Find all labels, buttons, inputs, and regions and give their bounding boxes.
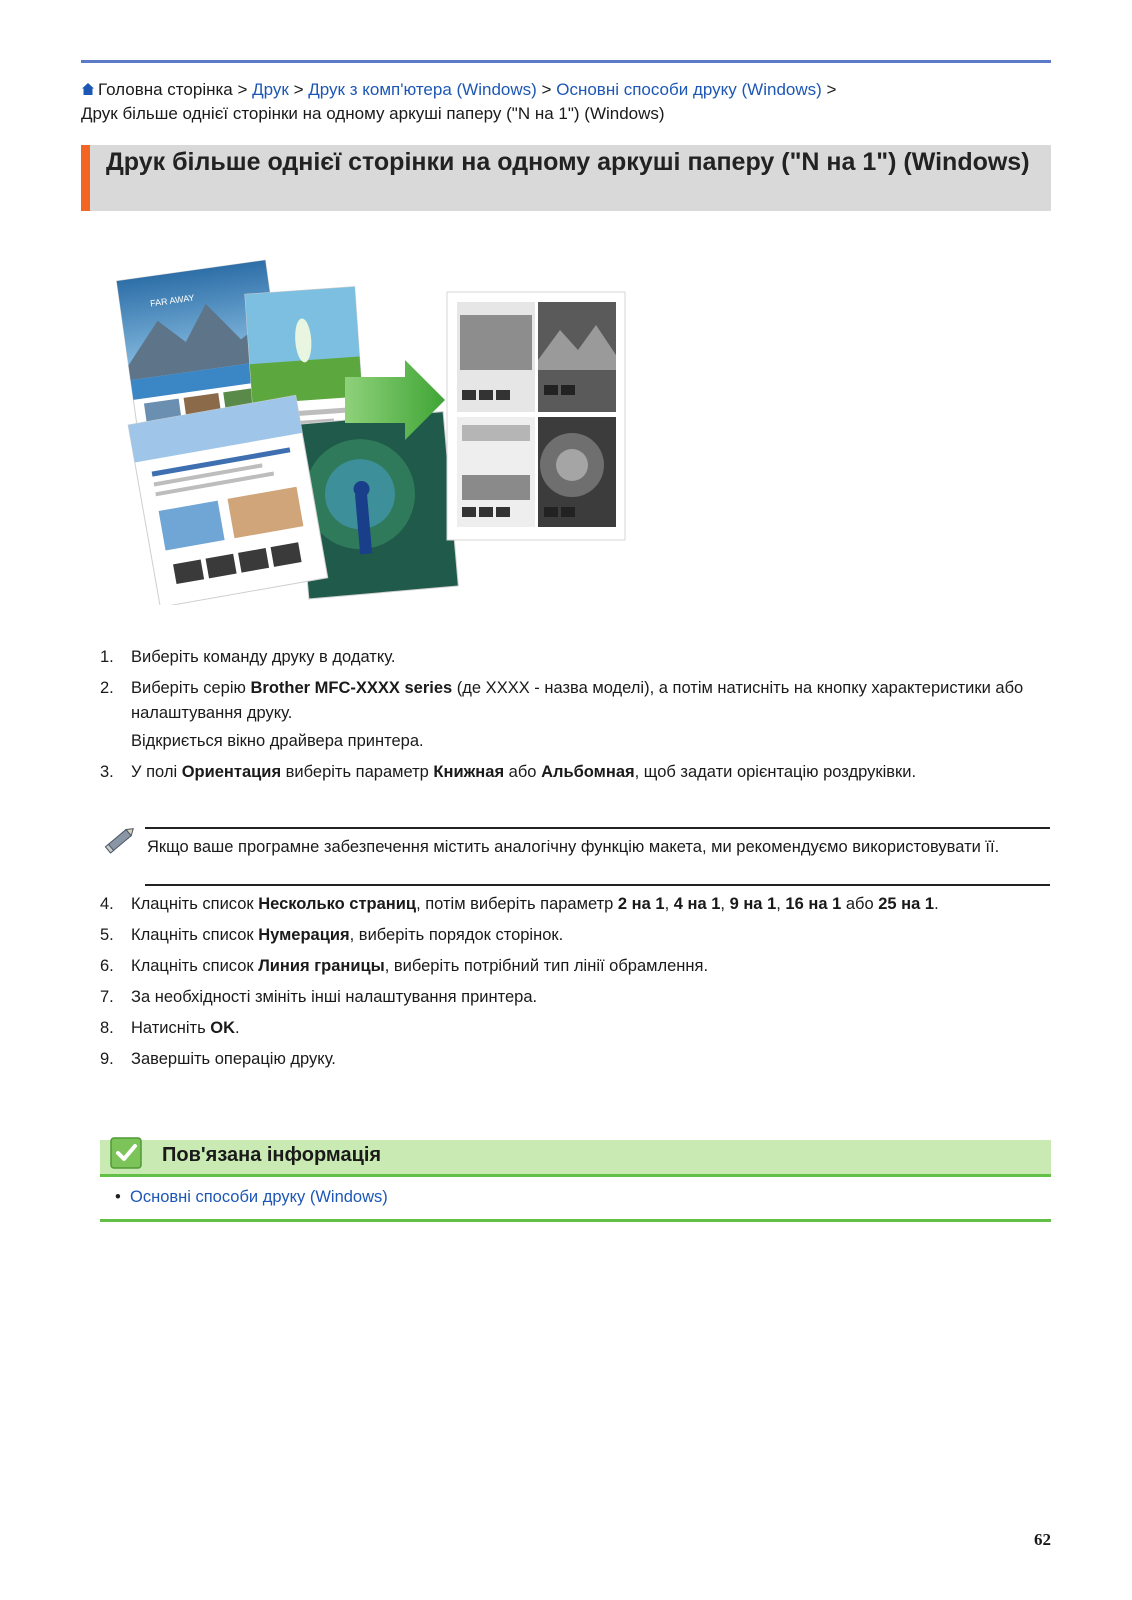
orientation-label: Ориентация <box>181 763 282 781</box>
step-text: , <box>776 895 786 913</box>
source-page-brochure <box>128 396 328 605</box>
step-text: За необхідності змініть інші налаштування принтера. <box>131 988 538 1006</box>
list-item <box>130 1185 1051 1209</box>
note-text: Якщо ваше програмне забезпечення містить аналогічну функцію макета, ми рекомендуємо використовувати її. <box>147 838 1000 856</box>
breadcrumb-link-print[interactable]: Друк <box>252 80 289 99</box>
output-sheet-4-in-1 <box>447 292 625 540</box>
option-9-in-1: 9 на 1 <box>729 895 777 913</box>
step-number: 4. <box>100 895 114 913</box>
breadcrumb-separator: > <box>826 80 837 99</box>
breadcrumb-link-print-from-computer[interactable]: Друк з комп'ютера (Windows) <box>308 80 537 99</box>
step-text: , потім виберіть параметр <box>416 895 618 913</box>
step-sub-text: Відкриється вікно драйвера принтера. <box>131 732 424 750</box>
step-text: виберіть параметр <box>281 763 434 781</box>
related-links-list <box>100 1185 1051 1209</box>
n-in-1-illustration <box>100 245 660 605</box>
step-7 <box>100 986 1050 1008</box>
step-text: , виберіть порядок сторінок. <box>349 926 564 944</box>
option-4-in-1: 4 на 1 <box>673 895 721 913</box>
step-number: 8. <box>100 1019 114 1037</box>
breadcrumb-separator: > <box>541 80 552 99</box>
top-rule <box>81 60 1051 63</box>
steps-list-continued <box>100 893 1050 1079</box>
breadcrumb-home[interactable]: Головна сторінка <box>98 80 233 99</box>
related-link-basic-printing[interactable]: Основні способи друку (Windows) <box>130 1188 388 1206</box>
step-text: або <box>841 895 879 913</box>
step-number: 2. <box>100 679 114 697</box>
step-text: Виберіть команду друку в додатку. <box>131 648 396 666</box>
page-title-box <box>81 145 1051 211</box>
step-text: Виберіть серію <box>131 679 251 697</box>
step-text: або <box>504 763 542 781</box>
step-text: У полі <box>131 763 182 781</box>
step-text: Завершіть операцію друку. <box>131 1050 336 1068</box>
step-8 <box>100 1017 1050 1039</box>
step-number: 5. <box>100 926 114 944</box>
step-text: , <box>720 895 730 913</box>
step-number: 6. <box>100 957 114 975</box>
step-text: (де XXXX - назва моделі), а потім натисніть на кнопку характеристики або налаштування друку. <box>131 679 1024 722</box>
breadcrumb-current: Друк більше однієї сторінки на одному аркуші паперу ("N на 1") (Windows) <box>81 104 665 123</box>
checkmark-icon <box>110 1137 142 1169</box>
step-text: , щоб задати орієнтацію роздруківки. <box>634 763 917 781</box>
page-title: Друк більше однієї сторінки на одному аркуші паперу ("N на 1") (Windows) <box>106 148 1030 176</box>
step-5 <box>100 924 1050 946</box>
step-text: Натисніть <box>131 1019 211 1037</box>
step-2 <box>100 676 1050 754</box>
step-text: . <box>235 1019 240 1037</box>
page-number: 62 <box>1034 1530 1051 1549</box>
note-top-rule <box>145 827 1050 829</box>
breadcrumb-separator: > <box>237 80 248 99</box>
page-order-label: Нумерация <box>258 926 350 944</box>
step-3 <box>100 760 1050 785</box>
step-4 <box>100 893 1050 915</box>
note-box <box>100 820 1050 886</box>
step-number: 9. <box>100 1050 114 1068</box>
option-2-in-1: 2 на 1 <box>617 895 665 913</box>
poster-heading: FAR AWAY <box>149 292 196 309</box>
option-16-in-1: 16 на 1 <box>785 895 842 913</box>
home-icon[interactable] <box>81 82 95 96</box>
steps-list <box>100 645 1050 791</box>
step-text: Клацніть список <box>131 895 259 913</box>
model-series-label: Brother MFC-XXXX series <box>250 679 453 697</box>
step-6 <box>100 955 1050 977</box>
related-info-section <box>100 1140 1051 1222</box>
pencil-icon <box>104 822 138 856</box>
border-line-label: Линия границы <box>258 957 385 975</box>
related-info-header <box>100 1140 1051 1177</box>
step-text: , виберіть потрібний тип лінії обрамлення. <box>384 957 709 975</box>
step-text: Клацніть список <box>131 926 259 944</box>
breadcrumb <box>81 78 1051 126</box>
step-text: , <box>664 895 674 913</box>
step-number: 1. <box>100 648 114 666</box>
ok-label: OK <box>210 1019 236 1037</box>
portrait-option: Книжная <box>433 763 505 781</box>
related-info-heading: Пов'язана інформація <box>162 1144 382 1166</box>
multiple-pages-label: Несколько страниц <box>258 895 417 913</box>
step-number: 7. <box>100 988 114 1006</box>
step-number: 3. <box>100 763 114 781</box>
breadcrumb-link-basic-printing[interactable]: Основні способи друку (Windows) <box>556 80 822 99</box>
note-bottom-rule <box>145 884 1050 886</box>
step-9 <box>100 1048 1050 1070</box>
step-text: Клацніть список <box>131 957 259 975</box>
step-text: . <box>934 895 939 913</box>
landscape-option: Альбомная <box>541 763 635 781</box>
related-info-bottom-rule <box>100 1219 1051 1222</box>
step-1 <box>100 645 1050 670</box>
breadcrumb-separator: > <box>293 80 304 99</box>
option-25-in-1: 25 на 1 <box>878 895 935 913</box>
